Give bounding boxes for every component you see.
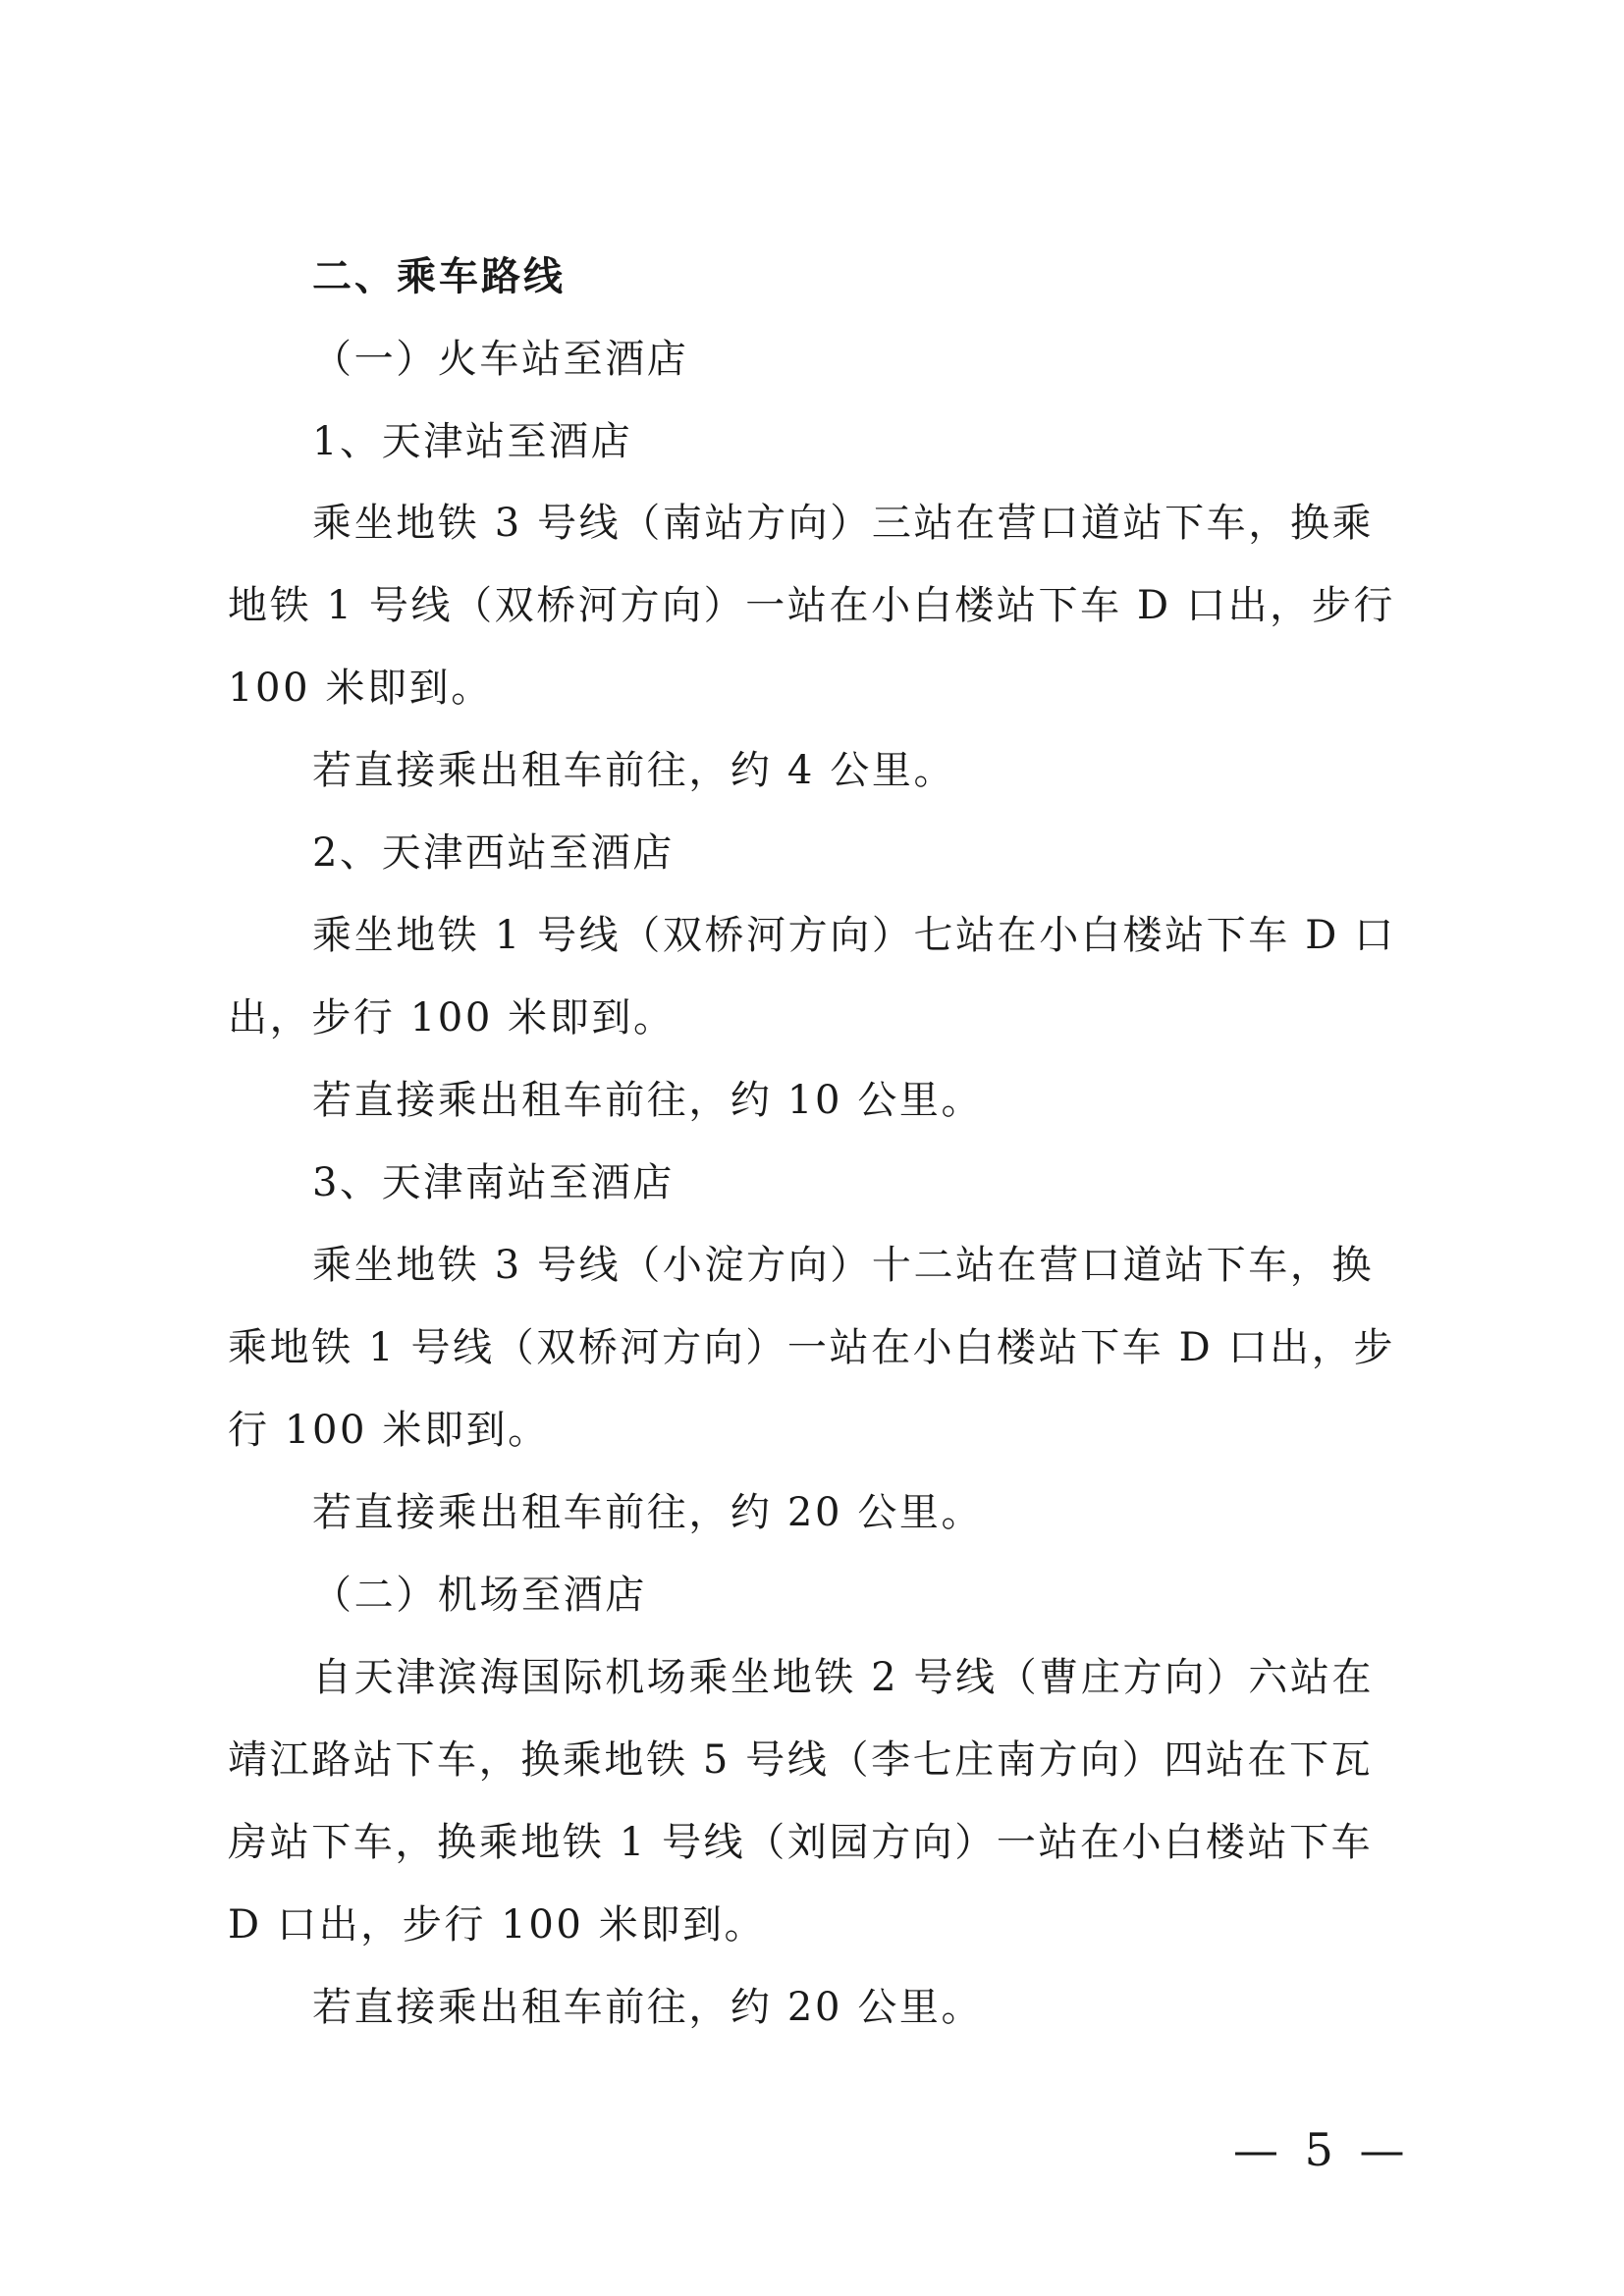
route-1-line-3: 100 米即到。 bbox=[228, 666, 493, 711]
route-3-line-3: 行 100 米即到。 bbox=[228, 1408, 550, 1453]
page-number: — 5 — bbox=[1233, 2123, 1411, 2176]
route-2-line-1: 乘坐地铁 1 号线（双桥河方向）七站在小白楼站下车 D 口 bbox=[312, 913, 1396, 958]
route-airport-line-3: 房站下车，换乘地铁 1 号线（刘园方向）一站在小白楼站下车 bbox=[228, 1820, 1374, 1865]
subsection-title-airport: （二）机场至酒店 bbox=[312, 1573, 647, 1618]
route-2-taxi: 若直接乘出租车前往，约 10 公里。 bbox=[312, 1078, 984, 1123]
route-airport-line-1: 自天津滨海国际机场乘坐地铁 2 号线（曹庄方向）六站在 bbox=[312, 1655, 1375, 1700]
route-airport-line-2: 靖江路站下车，换乘地铁 5 号线（李七庄南方向）四站在下瓦 bbox=[228, 1737, 1374, 1783]
route-1-line-1: 乘坐地铁 3 号线（南站方向）三站在营口道站下车，换乘 bbox=[312, 501, 1375, 546]
subsection-title-train: （一）火车站至酒店 bbox=[312, 337, 689, 382]
route-2-title: 2、天津西站至酒店 bbox=[312, 830, 675, 876]
route-1-taxi: 若直接乘出租车前往，约 4 公里。 bbox=[312, 748, 956, 793]
route-3-taxi: 若直接乘出租车前往，约 20 公里。 bbox=[312, 1490, 984, 1535]
route-1-line-2: 地铁 1 号线（双桥河方向）一站在小白楼站下车 D 口出，步行 bbox=[228, 583, 1395, 628]
route-2-line-2: 出，步行 100 米即到。 bbox=[228, 995, 676, 1041]
route-1-title: 1、天津站至酒店 bbox=[312, 419, 633, 464]
route-3-title: 3、天津南站至酒店 bbox=[312, 1160, 675, 1205]
section-title: 二、乘车路线 bbox=[312, 254, 566, 299]
route-3-line-2: 乘地铁 1 号线（双桥河方向）一站在小白楼站下车 D 口出，步 bbox=[228, 1325, 1395, 1370]
route-airport-line-4: D 口出，步行 100 米即到。 bbox=[228, 1902, 767, 1948]
route-3-line-1: 乘坐地铁 3 号线（小淀方向）十二站在营口道站下车，换 bbox=[312, 1243, 1375, 1288]
route-airport-taxi: 若直接乘出租车前往，约 20 公里。 bbox=[312, 1985, 984, 2030]
